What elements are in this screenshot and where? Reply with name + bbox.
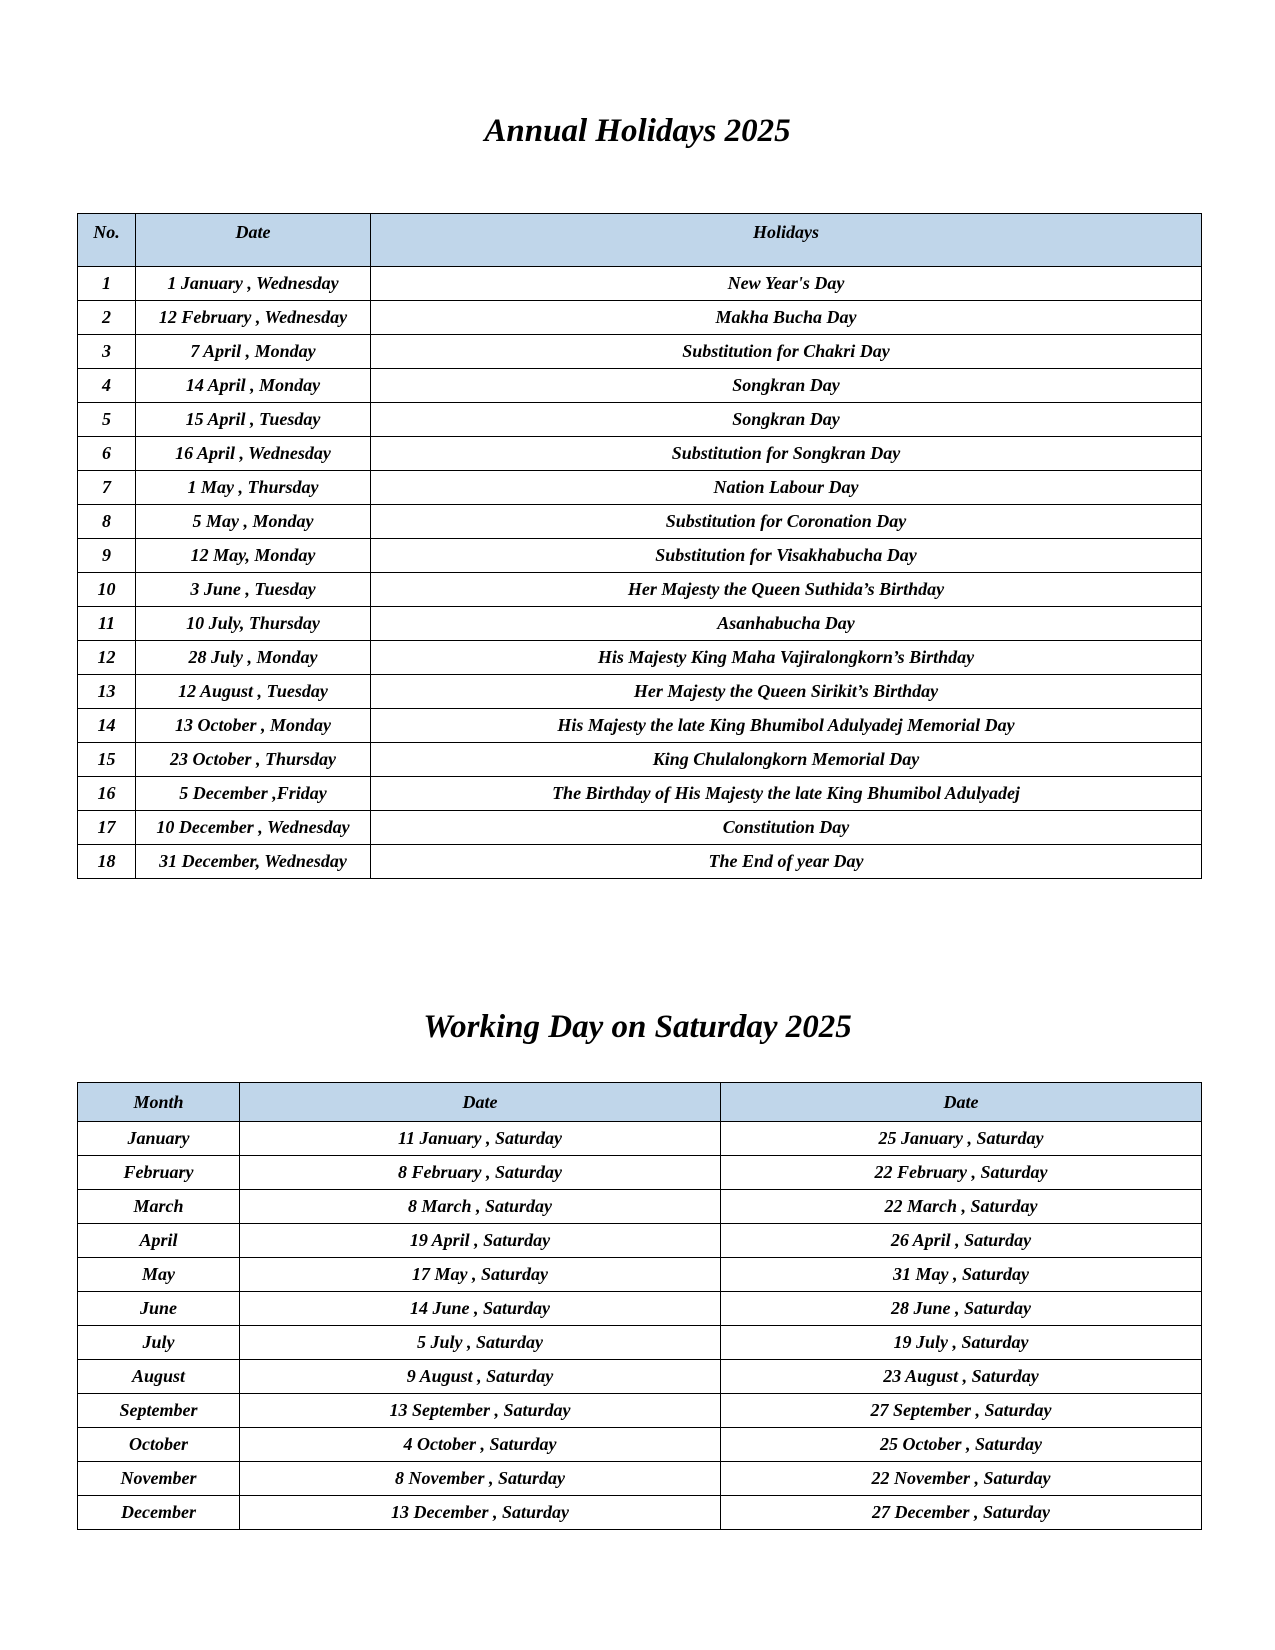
working-month-cell: October <box>78 1428 240 1462</box>
holiday-row <box>78 573 1202 607</box>
working-date-2-cell: 23 August , Saturday <box>721 1360 1202 1394</box>
holiday-number-cell: 4 <box>78 369 136 403</box>
working-day-row <box>78 1360 1202 1394</box>
working-month-cell: December <box>78 1496 240 1530</box>
holiday-row <box>78 641 1202 675</box>
working-date-2-cell: 22 March , Saturday <box>721 1190 1202 1224</box>
holiday-name-cell: Substitution for Chakri Day <box>371 335 1202 369</box>
holiday-number-cell: 7 <box>78 471 136 505</box>
holiday-row <box>78 675 1202 709</box>
working-date-1-cell: 5 July , Saturday <box>240 1326 721 1360</box>
working-date-2-cell: 28 June , Saturday <box>721 1292 1202 1326</box>
holiday-row <box>78 471 1202 505</box>
working-date-2-cell: 25 January , Saturday <box>721 1122 1202 1156</box>
working-date-1-cell: 8 March , Saturday <box>240 1190 721 1224</box>
working-date-1-cell: 13 September , Saturday <box>240 1394 721 1428</box>
holiday-number-cell: 18 <box>78 845 136 879</box>
working-date-1-cell: 4 October , Saturday <box>240 1428 721 1462</box>
working-day-row <box>78 1190 1202 1224</box>
working-date-1-cell: 17 May , Saturday <box>240 1258 721 1292</box>
holiday-date-cell: 13 October , Monday <box>136 709 371 743</box>
holiday-row <box>78 403 1202 437</box>
holiday-number-cell: 15 <box>78 743 136 777</box>
holiday-date-cell: 16 April , Wednesday <box>136 437 371 471</box>
working-days-table <box>77 1082 1202 1530</box>
holidays-header-row <box>78 214 1202 267</box>
holiday-number-cell: 9 <box>78 539 136 573</box>
holiday-number-cell: 1 <box>78 267 136 301</box>
working-date-2-cell: 22 November , Saturday <box>721 1462 1202 1496</box>
holiday-number-cell: 16 <box>78 777 136 811</box>
working-date-1-cell: 8 February , Saturday <box>240 1156 721 1190</box>
holiday-name-cell: Nation Labour Day <box>371 471 1202 505</box>
holiday-row <box>78 845 1202 879</box>
holiday-date-cell: 12 May, Monday <box>136 539 371 573</box>
holiday-date-cell: 23 October , Thursday <box>136 743 371 777</box>
working-date-2-cell: 19 July , Saturday <box>721 1326 1202 1360</box>
holiday-date-cell: 10 December , Wednesday <box>136 811 371 845</box>
working-days-header-month: Month <box>78 1083 240 1122</box>
holiday-date-cell: 12 February , Wednesday <box>136 301 371 335</box>
working-day-row <box>78 1394 1202 1428</box>
working-month-cell: June <box>78 1292 240 1326</box>
holiday-number-cell: 10 <box>78 573 136 607</box>
holiday-row <box>78 267 1202 301</box>
holiday-date-cell: 28 July , Monday <box>136 641 371 675</box>
holiday-date-cell: 14 April , Monday <box>136 369 371 403</box>
holiday-row <box>78 505 1202 539</box>
holiday-row <box>78 369 1202 403</box>
holiday-name-cell: Constitution Day <box>371 811 1202 845</box>
holidays-header-date: Date <box>136 214 371 267</box>
holiday-date-cell: 15 April , Tuesday <box>136 403 371 437</box>
holiday-number-cell: 11 <box>78 607 136 641</box>
holiday-row <box>78 709 1202 743</box>
working-day-row <box>78 1224 1202 1258</box>
working-date-1-cell: 14 June , Saturday <box>240 1292 721 1326</box>
holiday-name-cell: The End of year Day <box>371 845 1202 879</box>
holiday-date-cell: 5 May , Monday <box>136 505 371 539</box>
holiday-date-cell: 3 June , Tuesday <box>136 573 371 607</box>
holiday-name-cell: Her Majesty the Queen Sirikit’s Birthday <box>371 675 1202 709</box>
working-days-header-date-1: Date <box>240 1083 721 1122</box>
holiday-row <box>78 607 1202 641</box>
holidays-table <box>77 213 1202 879</box>
holidays-title: Annual Holidays 2025 <box>484 113 791 149</box>
holiday-name-cell: Asanhabucha Day <box>371 607 1202 641</box>
holiday-row <box>78 301 1202 335</box>
working-date-2-cell: 27 December , Saturday <box>721 1496 1202 1530</box>
holiday-number-cell: 3 <box>78 335 136 369</box>
holiday-name-cell: His Majesty King Maha Vajiralongkorn’s Birthday <box>371 641 1202 675</box>
working-month-cell: March <box>78 1190 240 1224</box>
holiday-name-cell: Songkran Day <box>371 403 1202 437</box>
holiday-name-cell: Makha Bucha Day <box>371 301 1202 335</box>
holiday-name-cell: Substitution for Songkran Day <box>371 437 1202 471</box>
working-day-row <box>78 1258 1202 1292</box>
holiday-number-cell: 13 <box>78 675 136 709</box>
working-days-header-row <box>78 1083 1202 1122</box>
working-day-row <box>78 1462 1202 1496</box>
working-day-row <box>78 1156 1202 1190</box>
working-date-1-cell: 8 November , Saturday <box>240 1462 721 1496</box>
working-month-cell: May <box>78 1258 240 1292</box>
working-day-row <box>78 1292 1202 1326</box>
holiday-row <box>78 335 1202 369</box>
holiday-name-cell: King Chulalongkorn Memorial Day <box>371 743 1202 777</box>
holiday-number-cell: 6 <box>78 437 136 471</box>
holiday-date-cell: 12 August , Tuesday <box>136 675 371 709</box>
holiday-date-cell: 10 July, Thursday <box>136 607 371 641</box>
working-date-2-cell: 22 February , Saturday <box>721 1156 1202 1190</box>
holiday-name-cell: His Majesty the late King Bhumibol Adulyadej Memorial Day <box>371 709 1202 743</box>
working-month-cell: July <box>78 1326 240 1360</box>
working-month-cell: September <box>78 1394 240 1428</box>
working-month-cell: February <box>78 1156 240 1190</box>
holiday-date-cell: 1 May , Thursday <box>136 471 371 505</box>
holiday-number-cell: 14 <box>78 709 136 743</box>
holiday-row <box>78 811 1202 845</box>
holiday-date-cell: 7 April , Monday <box>136 335 371 369</box>
holiday-name-cell: New Year's Day <box>371 267 1202 301</box>
working-days-title: Working Day on Saturday 2025 <box>423 1009 852 1045</box>
holiday-row <box>78 777 1202 811</box>
working-month-cell: January <box>78 1122 240 1156</box>
holidays-header-holiday: Holidays <box>371 214 1202 267</box>
holiday-number-cell: 5 <box>78 403 136 437</box>
working-day-row <box>78 1496 1202 1530</box>
holiday-row <box>78 743 1202 777</box>
working-days-header-date-2: Date <box>721 1083 1202 1122</box>
working-date-1-cell: 19 April , Saturday <box>240 1224 721 1258</box>
working-date-2-cell: 26 April , Saturday <box>721 1224 1202 1258</box>
working-date-1-cell: 11 January , Saturday <box>240 1122 721 1156</box>
working-date-2-cell: 31 May , Saturday <box>721 1258 1202 1292</box>
holiday-number-cell: 17 <box>78 811 136 845</box>
working-month-cell: November <box>78 1462 240 1496</box>
holiday-row <box>78 437 1202 471</box>
holiday-name-cell: The Birthday of His Majesty the late King Bhumibol Adulyadej <box>371 777 1202 811</box>
holiday-date-cell: 5 December ,Friday <box>136 777 371 811</box>
working-month-cell: April <box>78 1224 240 1258</box>
holidays-header-no: No. <box>78 214 136 267</box>
holiday-name-cell: Her Majesty the Queen Suthida’s Birthday <box>371 573 1202 607</box>
holiday-number-cell: 12 <box>78 641 136 675</box>
working-date-2-cell: 25 October , Saturday <box>721 1428 1202 1462</box>
working-day-row <box>78 1428 1202 1462</box>
holiday-row <box>78 539 1202 573</box>
working-date-1-cell: 9 August , Saturday <box>240 1360 721 1394</box>
working-month-cell: August <box>78 1360 240 1394</box>
holiday-name-cell: Substitution for Coronation Day <box>371 505 1202 539</box>
holiday-number-cell: 8 <box>78 505 136 539</box>
holiday-name-cell: Songkran Day <box>371 369 1202 403</box>
holiday-date-cell: 31 December, Wednesday <box>136 845 371 879</box>
working-date-1-cell: 13 December , Saturday <box>240 1496 721 1530</box>
holiday-name-cell: Substitution for Visakhabucha Day <box>371 539 1202 573</box>
working-day-row <box>78 1122 1202 1156</box>
working-date-2-cell: 27 September , Saturday <box>721 1394 1202 1428</box>
working-day-row <box>78 1326 1202 1360</box>
holiday-number-cell: 2 <box>78 301 136 335</box>
holiday-date-cell: 1 January , Wednesday <box>136 267 371 301</box>
